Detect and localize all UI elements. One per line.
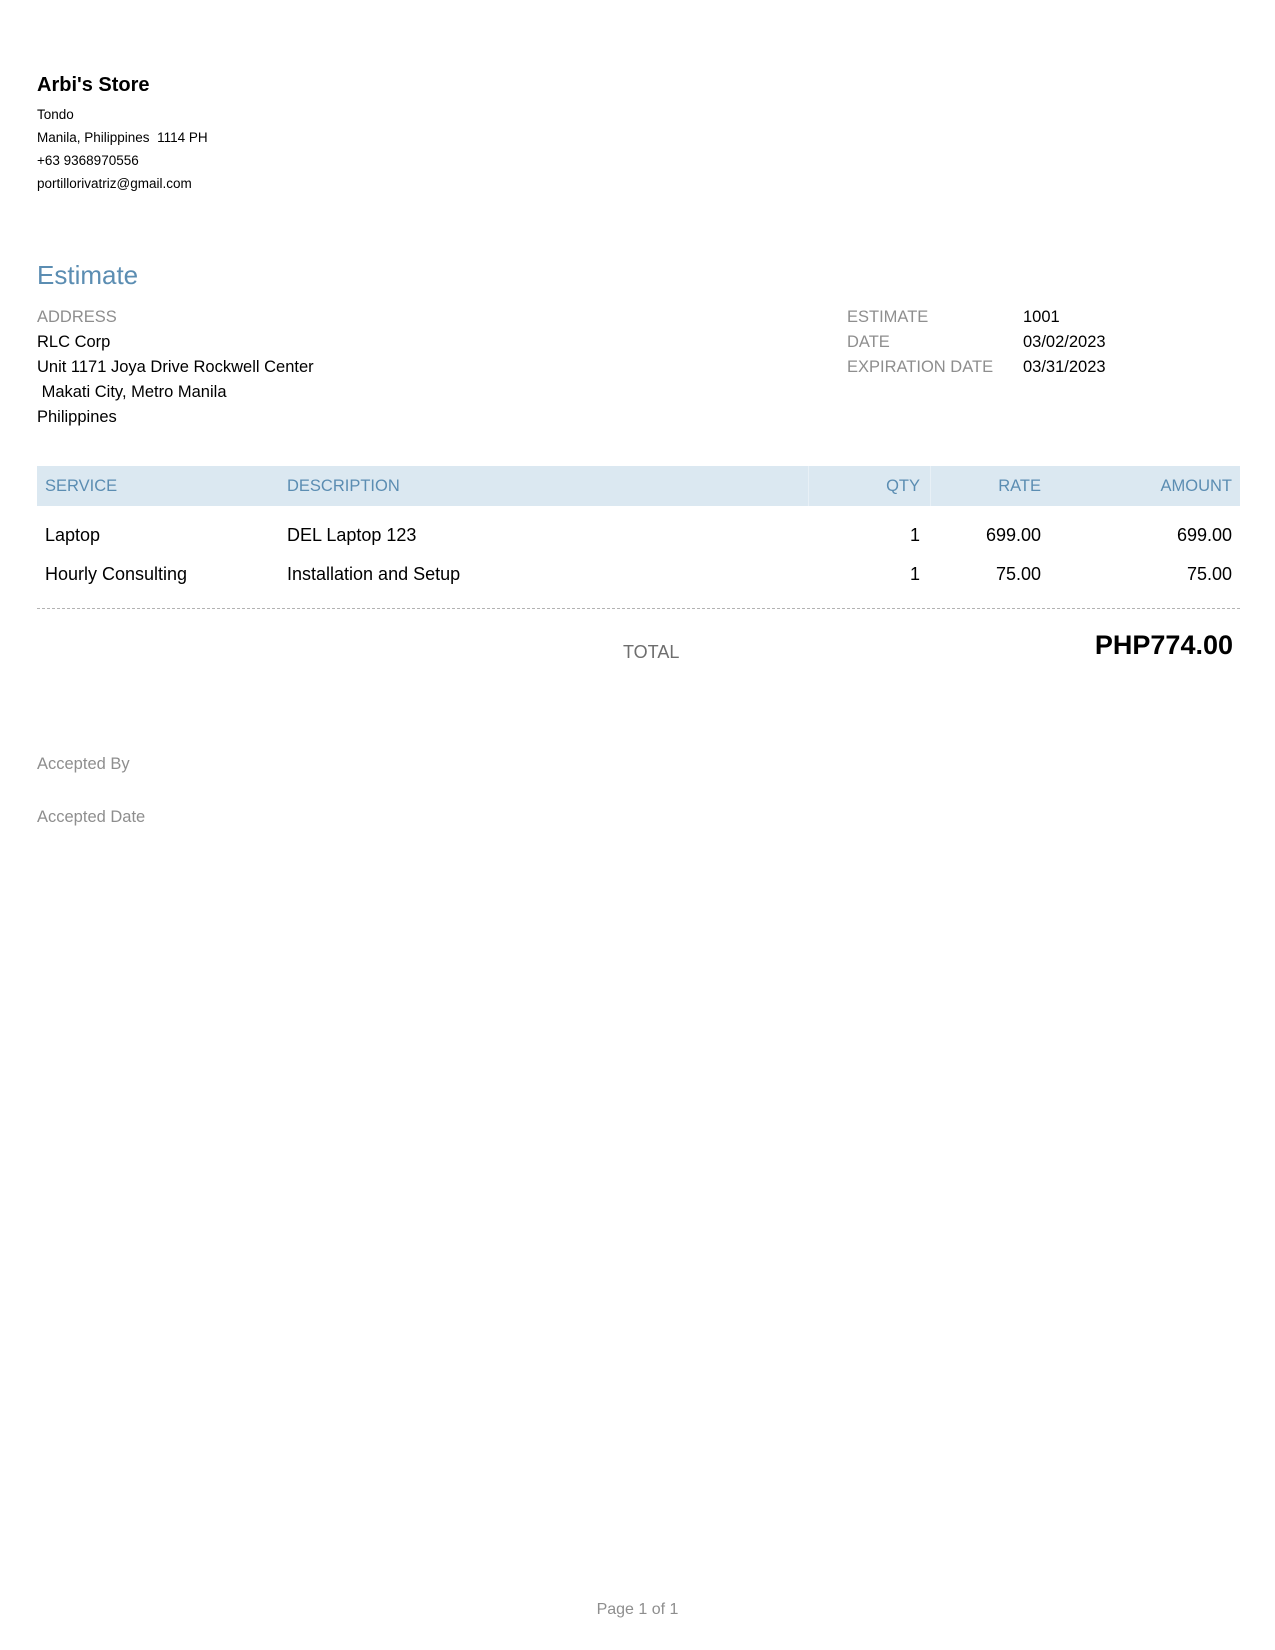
address-line-3: Makati City, Metro Manila: [37, 383, 227, 401]
document-title: Estimate: [37, 260, 139, 290]
accepted-date-label: Accepted Date: [37, 808, 146, 826]
header-description: DESCRIPTION: [287, 477, 400, 495]
address-label: ADDRESS: [37, 308, 117, 326]
header-rate: RATE: [998, 477, 1041, 495]
estimate-date-value: 03/02/2023: [1023, 333, 1106, 351]
estimate-number-label: ESTIMATE: [847, 308, 929, 326]
accepted-by-label: Accepted By: [37, 755, 130, 773]
header-divider: [930, 466, 931, 506]
expiration-date-value: 03/31/2023: [1023, 358, 1106, 376]
header-qty: QTY: [886, 477, 920, 495]
address-line-1: RLC Corp: [37, 333, 111, 351]
row-amount: 699.00: [1176, 525, 1232, 545]
estimate-date-label: DATE: [847, 333, 890, 351]
header-service: SERVICE: [45, 477, 118, 495]
totals-divider: [37, 608, 1240, 609]
company-phone: +63 9368970556: [37, 153, 139, 168]
row-qty: 1: [909, 564, 920, 584]
table-row: [37, 525, 1240, 555]
total-label: TOTAL: [623, 642, 680, 662]
row-amount: 75.00: [1186, 564, 1232, 584]
page-number: Page 1 of 1: [596, 1601, 679, 1618]
header-amount: AMOUNT: [1160, 477, 1232, 495]
row-rate: 75.00: [995, 564, 1041, 584]
company-email: portillorivatriz@gmail.com: [37, 176, 192, 191]
header-divider: [808, 466, 809, 506]
company-address-line1: Tondo: [37, 107, 74, 122]
expiration-date-label: EXPIRATION DATE: [847, 358, 994, 376]
total-value: PHP774.00: [1094, 630, 1233, 660]
row-service: Laptop: [45, 525, 101, 545]
row-description: Installation and Setup: [287, 564, 461, 584]
row-qty: 1: [909, 525, 920, 545]
table-row: [37, 564, 1240, 594]
estimate-number-value: 1001: [1023, 308, 1060, 326]
company-name: Arbi's Store: [37, 74, 150, 96]
row-service: Hourly Consulting: [45, 564, 188, 584]
company-address-line2: Manila, Philippines 1114 PH: [37, 130, 208, 145]
row-rate: 699.00: [985, 525, 1041, 545]
address-line-2: Unit 1171 Joya Drive Rockwell Center: [37, 358, 314, 376]
line-items-header: [37, 466, 1240, 506]
address-line-4: Philippines: [37, 408, 117, 426]
row-description: DEL Laptop 123: [287, 525, 417, 545]
